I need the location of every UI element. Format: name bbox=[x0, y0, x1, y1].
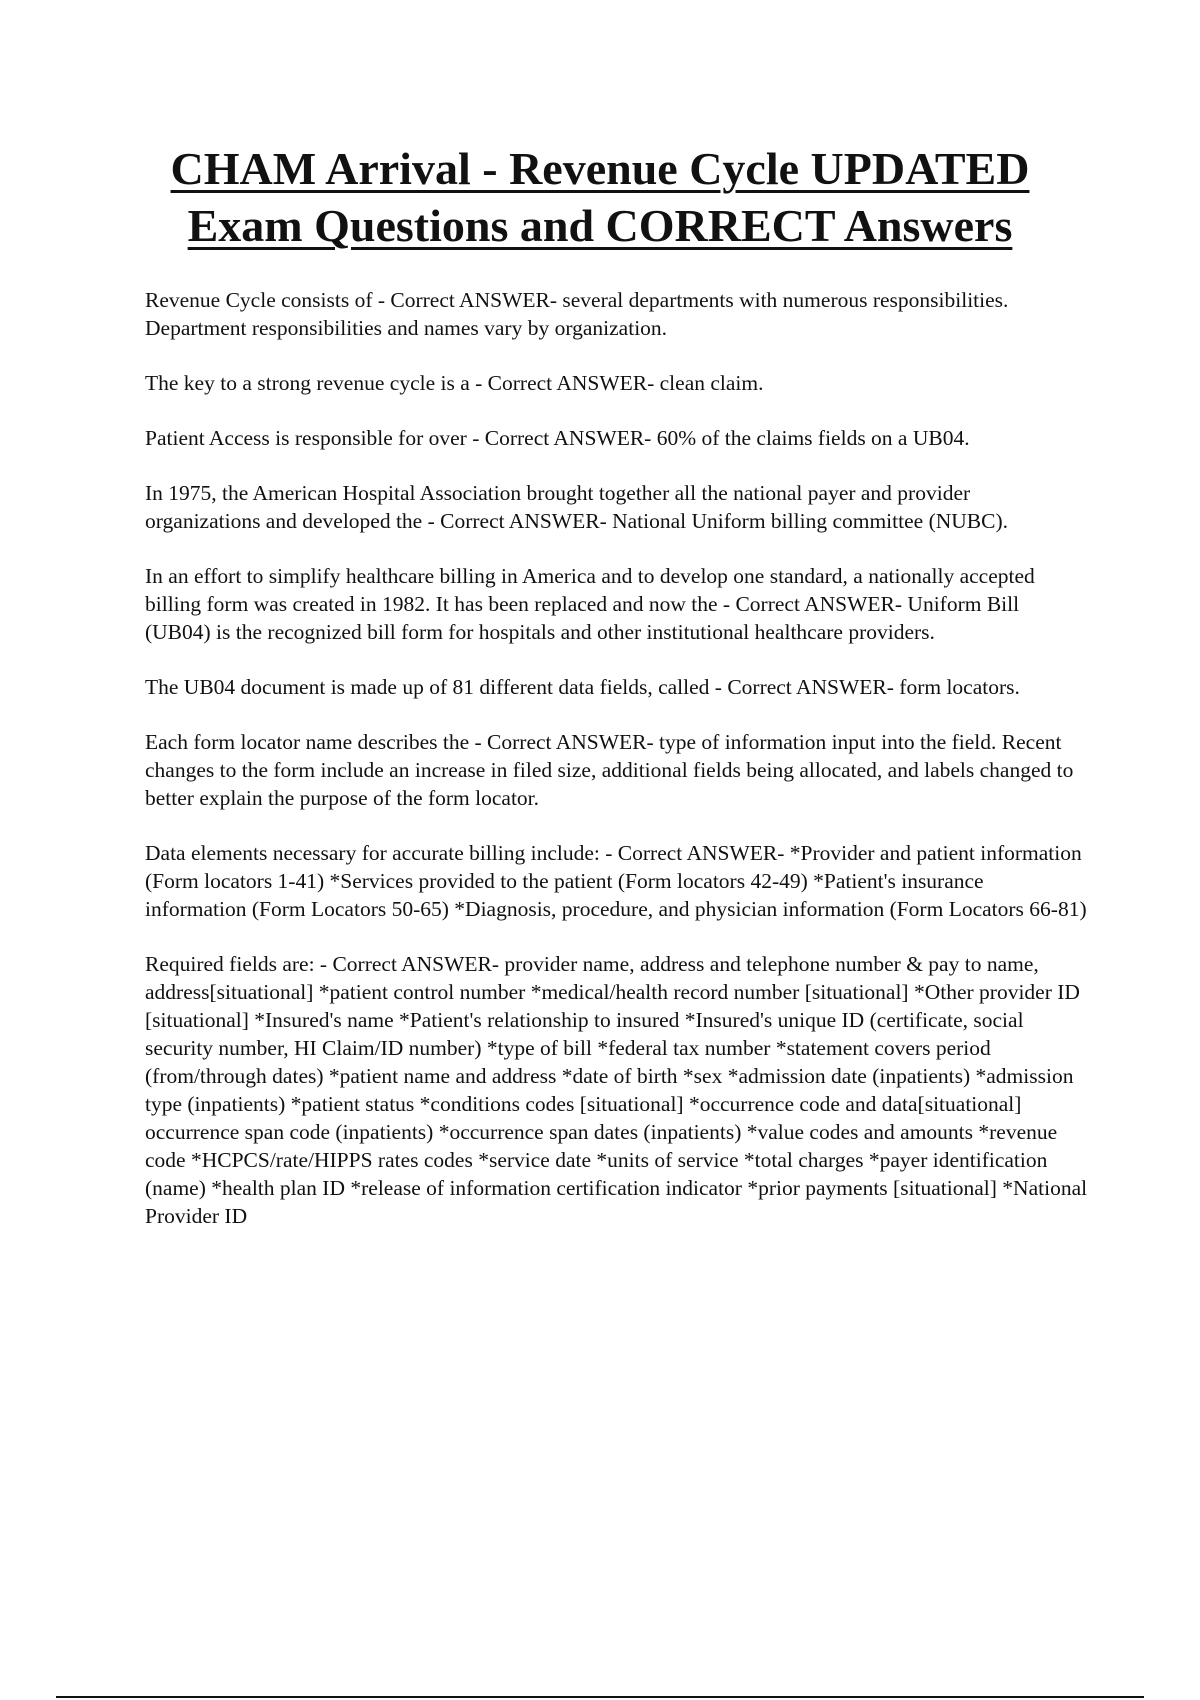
qa-entry-clean-claim: The key to a strong revenue cycle is a - Correct ANSWER- clean claim. bbox=[145, 371, 764, 395]
footer-divider bbox=[56, 1696, 1144, 1698]
qa-entry-patient-access: Patient Access is responsible for over - Correct ANSWER- 60% of the claims fields on a UB04. bbox=[145, 426, 970, 450]
qa-entry-revenue-cycle: Revenue Cycle consists of - Correct ANSWER- several departments with numerous responsibilities. Department responsibilities and names vary by organization. bbox=[145, 288, 1009, 340]
qa-entry-nubc: In 1975, the American Hospital Association brought together all the national payer and provider organizations and developed the - Correct ANSWER- National Uniform billing committee (NUBC). bbox=[145, 481, 1008, 533]
qa-entry-ub04: In an effort to simplify healthcare billing in America and to develop one standard, a nationally accepted billing form was created in 1982. It has been replaced and now the - Correct ANSWER- Uniform Bill (UB04) is the recognized bill form for hospitals and other institutional healthcare providers. bbox=[145, 564, 1035, 644]
title-line-2: Exam Questions and CORRECT Answers bbox=[187, 200, 1013, 251]
qa-entry-form-locator-name: Each form locator name describes the - Correct ANSWER- type of information input into the field. Recent changes to the form include an increase in filed size, additional fields being allocated, and labels changed to better explain the purpose of the form locator. bbox=[145, 730, 1074, 810]
qa-entry-data-elements: Data elements necessary for accurate billing include: - Correct ANSWER- *Provider and patient information (Form locators 1-41) *Services provided to the patient (Form locators 42-49) *Patient's insurance information (Form Locators 50-65) *Diagnosis, procedure, and physician information (Form Locators 66-81) bbox=[145, 841, 1087, 921]
title-line-1: CHAM Arrival - Revenue Cycle UPDATED bbox=[170, 143, 1030, 194]
qa-entry-required-fields: Required fields are: - Correct ANSWER- provider name, address and telephone number & pay to name, address[situational] *patient control number *medical/health record number [situational] *Other provider ID [situational] *Insured's name *Patient's relationship to insured *Insured's unique ID (certificate, social security number, HI Claim/ID number) *type of bill *federal tax number *statement covers period (from/through dates) *patient name and address *date of birth *sex *admission date (inpatients) *admission type (inpatients) *patient status *conditions codes [situational] *occurrence code and data[situational] occurrence span code (inpatients) *occurrence span dates (inpatients) *value codes and amounts *revenue code *HCPCS/rate/HIPPS rates codes *service date *units of service *total charges *payer identification (name) *health plan ID *release of information certification indicator *prior payments [situational] *National Provider ID bbox=[145, 952, 1088, 1228]
qa-entry-form-locators: The UB04 document is made up of 81 different data fields, called - Correct ANSWER- form locators. bbox=[145, 675, 1020, 699]
document-title bbox=[120, 140, 1080, 254]
qa-list bbox=[145, 286, 1090, 1257]
